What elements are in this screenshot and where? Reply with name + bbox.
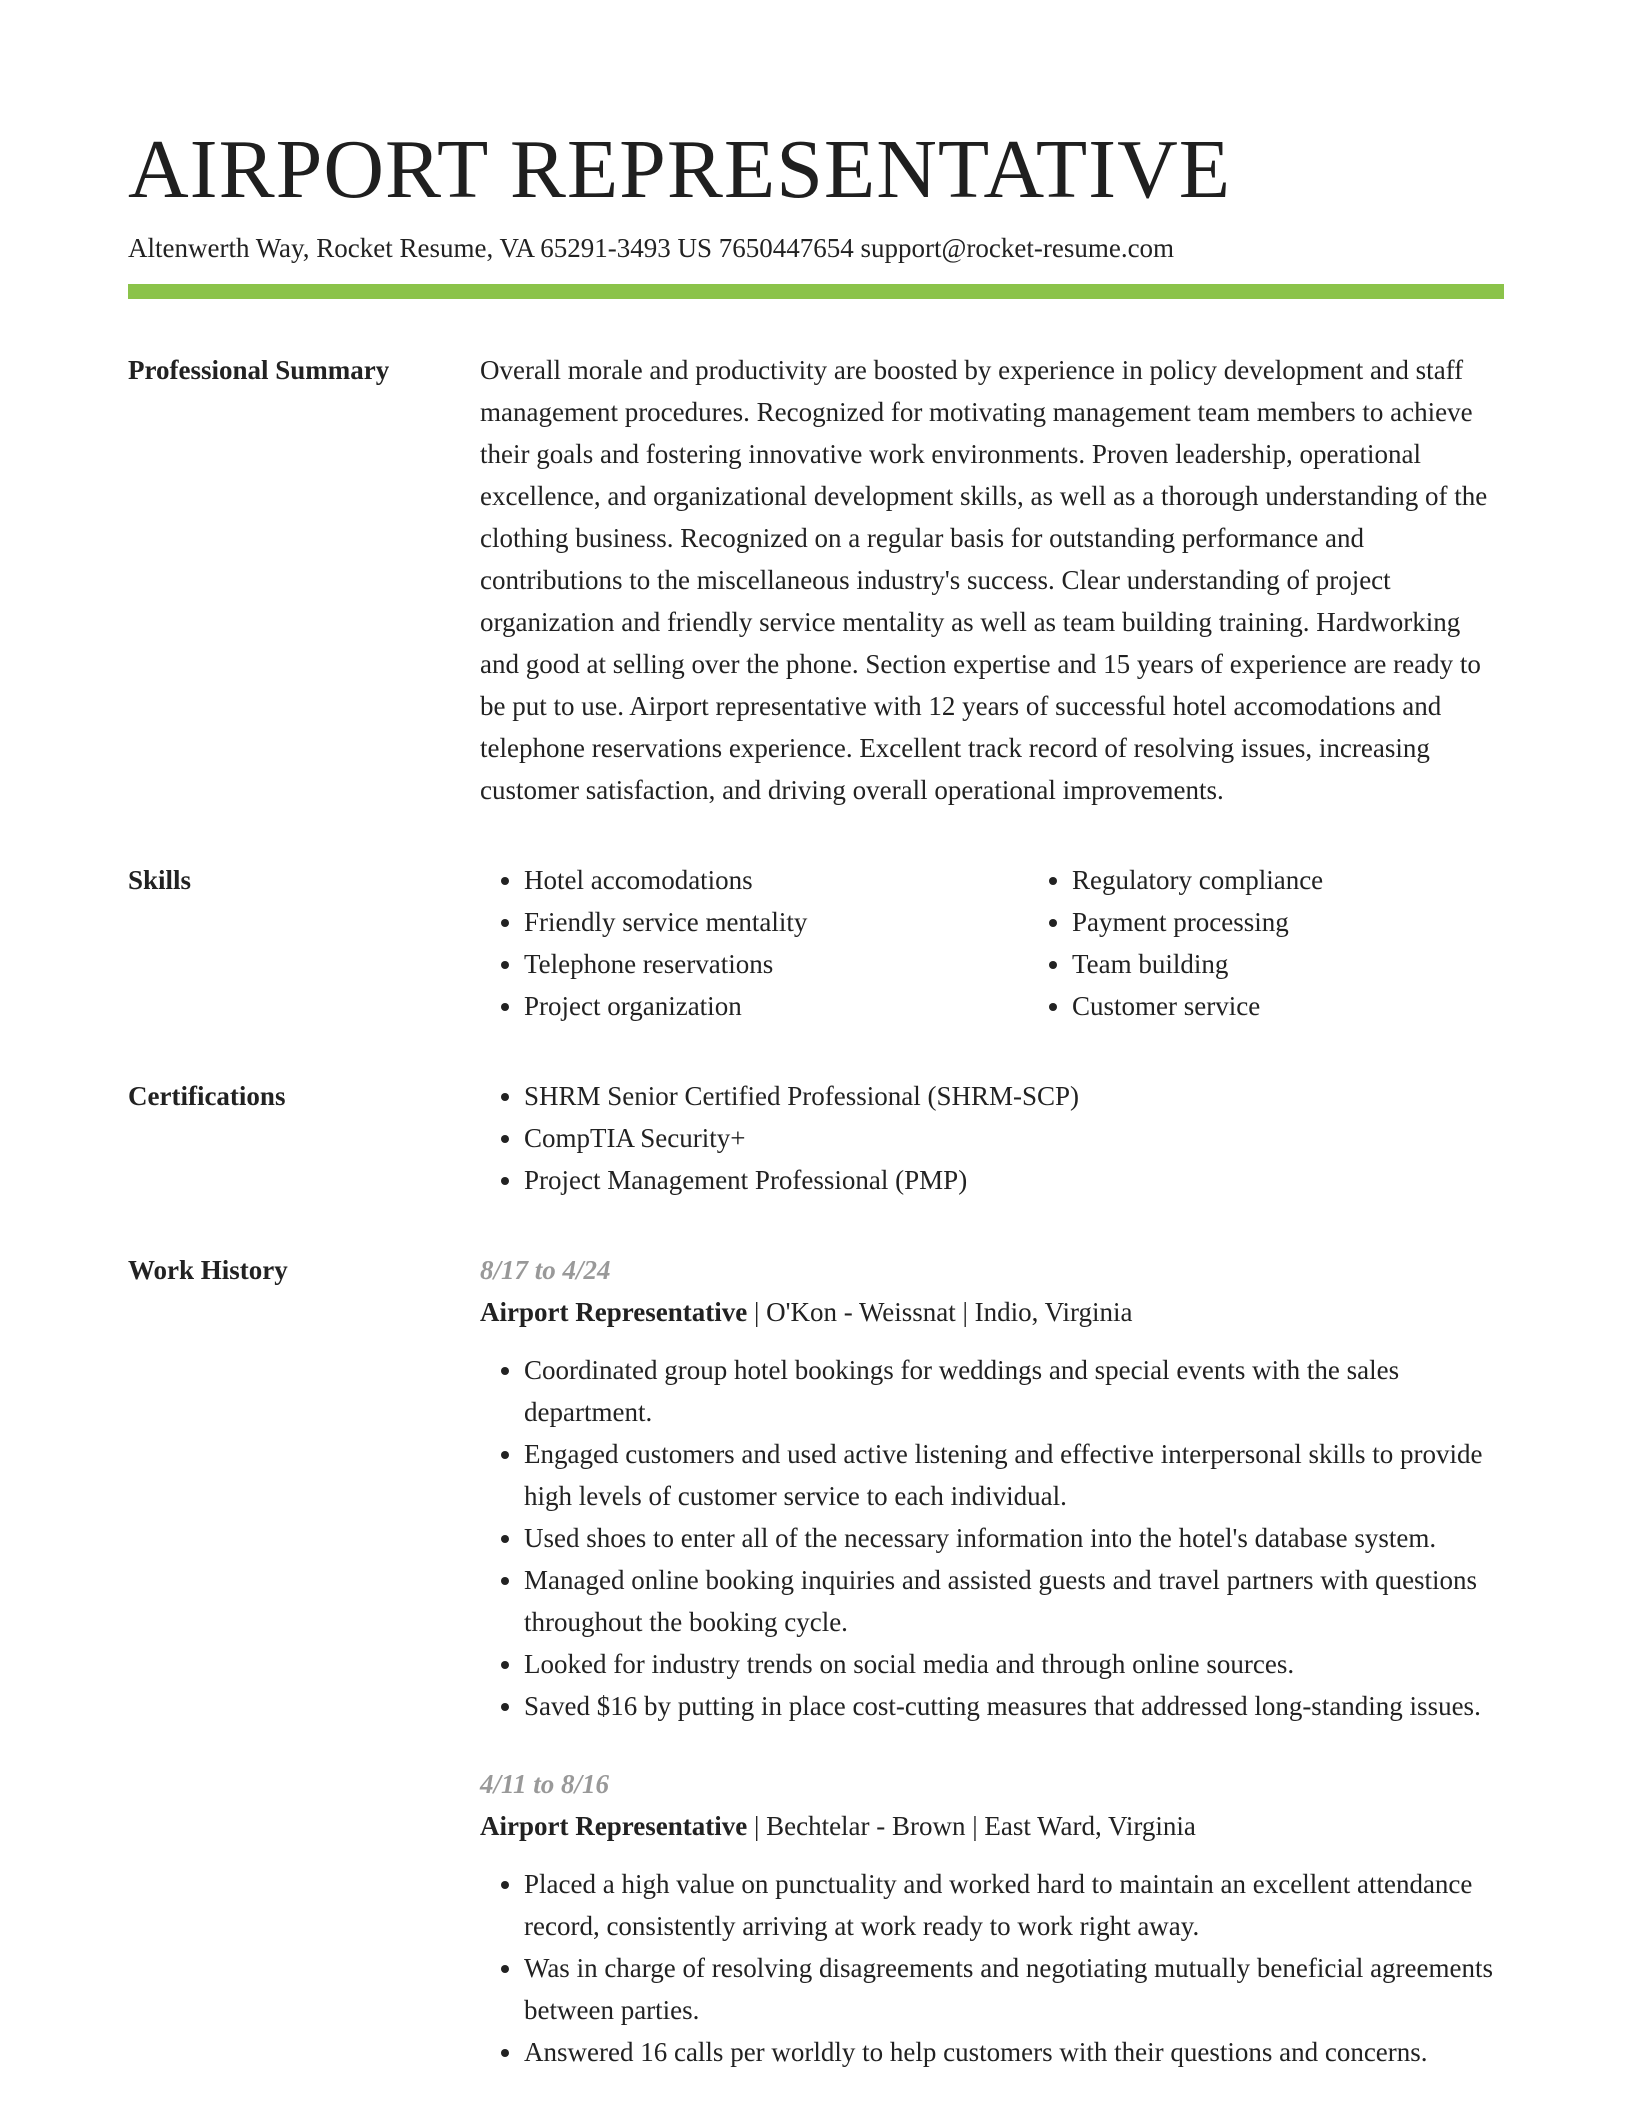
accent-divider xyxy=(128,284,1504,299)
list-item: • Telephone reservations xyxy=(524,943,1028,985)
list-item: • Answered 16 calls per worldly to help customers with their questions and concerns. xyxy=(524,2031,1504,2073)
section-label-certifications: Certifications xyxy=(128,1081,286,1111)
job-dates: 4/11 to 8/16 xyxy=(480,1769,610,1799)
job-title: Airport Representative xyxy=(480,1297,748,1327)
certifications-list xyxy=(480,1075,1504,1201)
section-label-summary: Professional Summary xyxy=(128,355,390,385)
list-item: • Saved $16 by putting in place cost-cutting measures that addressed long-standing issues. xyxy=(524,1685,1504,1727)
list-item: • Looked for industry trends on social media and through online sources. xyxy=(524,1643,1504,1685)
job-bullets xyxy=(480,1349,1504,1727)
job-company: | Bechtelar - Brown | East Ward, Virginia xyxy=(747,1811,1196,1841)
list-item: • Team building xyxy=(1072,943,1576,985)
job-bullets xyxy=(480,1863,1504,2073)
resume-page xyxy=(128,120,1504,2109)
list-item: • Project organization xyxy=(524,985,1028,1027)
certifications-section xyxy=(128,1075,1504,1201)
work-history-section xyxy=(128,1249,1504,2109)
summary-text: Overall morale and productivity are boosted by experience in policy development and staff management procedures. Recognized for motivating management team members to achieve their goals and fostering innovative work environments. Proven leadership, operational excellence, and organizational development skills, as well as a thorough understanding of the clothing business. Recognized on a regular basis for outstanding performance and contributions to the miscellaneous industry's success. Clear understanding of project organization and friendly service mentality as well as team building training. Hardworking and good at selling over the phone. Section expertise and 15 years of experience are ready to be put to use. Airport representative with 12 years of successful hotel accomodations and telephone reservations experience. Excellent track record of resolving issues, increasing customer satisfaction, and driving overall operational improvements. xyxy=(480,355,1488,805)
section-label-work-history: Work History xyxy=(128,1255,288,1285)
list-item: • Payment processing xyxy=(1072,901,1576,943)
list-item: • Placed a high value on punctuality and worked hard to maintain an excellent attendance record, consistently arriving at work ready to work right away. xyxy=(524,1863,1504,1947)
list-item: • SHRM Senior Certified Professional (SHRM-SCP) xyxy=(524,1075,1504,1117)
work-history-body xyxy=(480,1249,1504,2109)
list-item: • Engaged customers and used active listening and effective interpersonal skills to provide high levels of customer service to each individual. xyxy=(524,1433,1504,1517)
job-entry xyxy=(480,1763,1504,2073)
list-item: • Customer service xyxy=(1072,985,1576,1027)
certifications-body xyxy=(480,1075,1504,1201)
list-item: • Was in charge of resolving disagreements and negotiating mutually beneficial agreements between parties. xyxy=(524,1947,1504,2031)
job-title: Airport Representative xyxy=(480,1811,748,1841)
list-item: • Used shoes to enter all of the necessary information into the hotel's database system. xyxy=(524,1517,1504,1559)
summary-body xyxy=(480,349,1504,811)
skills-body xyxy=(480,859,1504,1027)
job-heading xyxy=(480,1291,1504,1333)
list-item: • CompTIA Security+ xyxy=(524,1117,1504,1159)
job-entry xyxy=(480,1249,1504,1727)
skills-right-list xyxy=(1028,859,1576,1027)
list-item: • Coordinated group hotel bookings for weddings and special events with the sales department. xyxy=(524,1349,1504,1433)
list-item: • Hotel accomodations xyxy=(524,859,1028,901)
resume-name: AIRPORT REPRESENTATIVE xyxy=(128,123,1232,216)
skills-left-list xyxy=(480,859,1028,1027)
skills-grid xyxy=(480,859,1504,1027)
job-heading xyxy=(480,1805,1504,1847)
summary-section xyxy=(128,349,1504,811)
contact-line: Altenwerth Way, Rocket Resume, VA 65291-3493 US 7650447654 support@rocket-resume.com xyxy=(128,233,1175,263)
job-dates: 8/17 to 4/24 xyxy=(480,1255,611,1285)
list-item: • Managed online booking inquiries and assisted guests and travel partners with questions throughout the booking cycle. xyxy=(524,1559,1504,1643)
skills-section xyxy=(128,859,1504,1027)
list-item: • Project Management Professional (PMP) xyxy=(524,1159,1504,1201)
job-company: | O'Kon - Weissnat | Indio, Virginia xyxy=(747,1297,1133,1327)
section-label-skills: Skills xyxy=(128,865,192,895)
list-item: • Friendly service mentality xyxy=(524,901,1028,943)
list-item: • Regulatory compliance xyxy=(1072,859,1576,901)
